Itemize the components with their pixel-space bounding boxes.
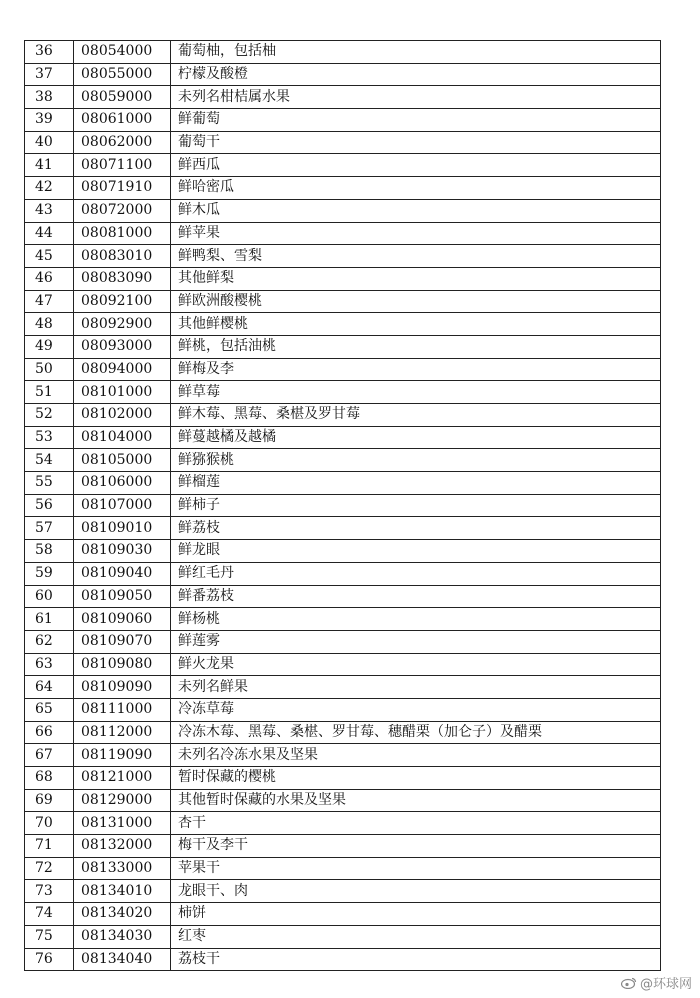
table-row: [25, 789, 661, 812]
table-row: [25, 562, 661, 585]
row-number-cell: 58: [25, 540, 74, 563]
row-number-cell: 46: [25, 267, 74, 290]
product-name-cell: 荔枝干: [171, 948, 661, 971]
tariff-code-cell: 08109050: [74, 585, 171, 608]
product-name-cell: 鲜蔓越橘及越橘: [171, 426, 661, 449]
table-row: [25, 199, 661, 222]
row-number-cell: 60: [25, 585, 74, 608]
row-number-cell: 45: [25, 245, 74, 268]
tariff-code-cell: 08109030: [74, 540, 171, 563]
product-name-cell: 鲜莲雾: [171, 630, 661, 653]
table-row: [25, 154, 661, 177]
row-number-cell: 39: [25, 109, 74, 132]
table-row: [25, 903, 661, 926]
product-name-cell: 鲜鸭梨、雪梨: [171, 245, 661, 268]
table-row: [25, 245, 661, 268]
tariff-code-cell: 08109040: [74, 562, 171, 585]
tariff-code-cell: 08112000: [74, 721, 171, 744]
product-name-cell: 鲜梅及李: [171, 358, 661, 381]
tariff-code-cell: 08134030: [74, 925, 171, 948]
product-name-cell: 鲜猕猴桃: [171, 449, 661, 472]
watermark-text: @环球网: [639, 977, 692, 992]
tariff-code-cell: 08081000: [74, 222, 171, 245]
product-name-cell: 其他鲜梨: [171, 267, 661, 290]
product-name-cell: 鲜柿子: [171, 494, 661, 517]
table-row: [25, 449, 661, 472]
product-name-cell: 鲜木瓜: [171, 199, 661, 222]
product-name-cell: 未列名冷冻水果及坚果: [171, 744, 661, 767]
row-number-cell: 61: [25, 608, 74, 631]
tariff-code-cell: 08134040: [74, 948, 171, 971]
table-row: [25, 41, 661, 64]
row-number-cell: 49: [25, 335, 74, 358]
table-row: [25, 177, 661, 200]
table-row: [25, 630, 661, 653]
row-number-cell: 70: [25, 812, 74, 835]
product-name-cell: 鲜西瓜: [171, 154, 661, 177]
weibo-icon: [621, 977, 637, 989]
row-number-cell: 44: [25, 222, 74, 245]
table-row: [25, 358, 661, 381]
row-number-cell: 40: [25, 131, 74, 154]
row-number-cell: 38: [25, 86, 74, 109]
table-row: [25, 812, 661, 835]
product-name-cell: 未列名柑桔属水果: [171, 86, 661, 109]
product-name-cell: 柿饼: [171, 903, 661, 926]
product-name-cell: 鲜桃，包括油桃: [171, 335, 661, 358]
tariff-table: [24, 40, 661, 971]
row-number-cell: 72: [25, 857, 74, 880]
table-row: [25, 222, 661, 245]
product-name-cell: 葡萄干: [171, 131, 661, 154]
row-number-cell: 64: [25, 676, 74, 699]
table-row: [25, 767, 661, 790]
tariff-code-cell: 08133000: [74, 857, 171, 880]
product-name-cell: 红枣: [171, 925, 661, 948]
product-name-cell: 鲜番荔枝: [171, 585, 661, 608]
row-number-cell: 69: [25, 789, 74, 812]
table-row: [25, 494, 661, 517]
product-name-cell: 鲜木莓、黑莓、桑椹及罗甘莓: [171, 404, 661, 427]
tariff-code-cell: 08109060: [74, 608, 171, 631]
product-name-cell: 龙眼干、肉: [171, 880, 661, 903]
product-name-cell: 鲜荔枝: [171, 517, 661, 540]
row-number-cell: 43: [25, 199, 74, 222]
tariff-code-cell: 08109010: [74, 517, 171, 540]
product-name-cell: 苹果干: [171, 857, 661, 880]
row-number-cell: 65: [25, 698, 74, 721]
product-name-cell: 鲜龙眼: [171, 540, 661, 563]
product-name-cell: 冷冻木莓、黑莓、桑椹、罗甘莓、穗醋栗（加仑子）及醋栗: [171, 721, 661, 744]
tariff-code-cell: 08131000: [74, 812, 171, 835]
tariff-code-cell: 08109080: [74, 653, 171, 676]
row-number-cell: 51: [25, 381, 74, 404]
tariff-code-cell: 08061000: [74, 109, 171, 132]
tariff-code-cell: 08111000: [74, 698, 171, 721]
row-number-cell: 50: [25, 358, 74, 381]
product-name-cell: 鲜榴莲: [171, 472, 661, 495]
row-number-cell: 48: [25, 313, 74, 336]
row-number-cell: 54: [25, 449, 74, 472]
table-row: [25, 698, 661, 721]
table-row: [25, 63, 661, 86]
row-number-cell: 62: [25, 630, 74, 653]
tariff-code-cell: 08109090: [74, 676, 171, 699]
table-row: [25, 721, 661, 744]
row-number-cell: 73: [25, 880, 74, 903]
tariff-code-cell: 08132000: [74, 835, 171, 858]
row-number-cell: 42: [25, 177, 74, 200]
table-row: [25, 608, 661, 631]
row-number-cell: 57: [25, 517, 74, 540]
table-row: [25, 653, 661, 676]
tariff-code-cell: 08092900: [74, 313, 171, 336]
tariff-code-cell: 08119090: [74, 744, 171, 767]
product-name-cell: 鲜火龙果: [171, 653, 661, 676]
tariff-code-cell: 08121000: [74, 767, 171, 790]
table-row: [25, 404, 661, 427]
table-row: [25, 540, 661, 563]
product-name-cell: 鲜红毛丹: [171, 562, 661, 585]
tariff-code-cell: 08083010: [74, 245, 171, 268]
table-row: [25, 313, 661, 336]
product-name-cell: 鲜杨桃: [171, 608, 661, 631]
product-name-cell: 鲜哈密瓜: [171, 177, 661, 200]
row-number-cell: 37: [25, 63, 74, 86]
tariff-code-cell: 08134020: [74, 903, 171, 926]
row-number-cell: 63: [25, 653, 74, 676]
product-name-cell: 鲜苹果: [171, 222, 661, 245]
row-number-cell: 56: [25, 494, 74, 517]
table-row: [25, 131, 661, 154]
table-row: [25, 472, 661, 495]
table-row: [25, 290, 661, 313]
product-name-cell: 未列名鲜果: [171, 676, 661, 699]
tariff-code-cell: 08071910: [74, 177, 171, 200]
tariff-code-cell: 08083090: [74, 267, 171, 290]
tariff-code-cell: 08055000: [74, 63, 171, 86]
tariff-code-cell: 08102000: [74, 404, 171, 427]
table-row: [25, 585, 661, 608]
table-row: [25, 880, 661, 903]
table-row: [25, 335, 661, 358]
tariff-code-cell: 08094000: [74, 358, 171, 381]
table-row: [25, 857, 661, 880]
table-row: [25, 835, 661, 858]
product-name-cell: 其他鲜樱桃: [171, 313, 661, 336]
tariff-code-cell: 08101000: [74, 381, 171, 404]
row-number-cell: 67: [25, 744, 74, 767]
table-row: [25, 381, 661, 404]
tariff-code-cell: 08054000: [74, 41, 171, 64]
tariff-code-cell: 08062000: [74, 131, 171, 154]
row-number-cell: 59: [25, 562, 74, 585]
table-row: [25, 517, 661, 540]
row-number-cell: 55: [25, 472, 74, 495]
table-row: [25, 267, 661, 290]
table-row: [25, 426, 661, 449]
row-number-cell: 47: [25, 290, 74, 313]
product-name-cell: 梅干及李干: [171, 835, 661, 858]
product-name-cell: 葡萄柚，包括柚: [171, 41, 661, 64]
tariff-code-cell: 08092100: [74, 290, 171, 313]
product-name-cell: 其他暂时保藏的水果及坚果: [171, 789, 661, 812]
product-name-cell: 冷冻草莓: [171, 698, 661, 721]
row-number-cell: 41: [25, 154, 74, 177]
table-row: [25, 86, 661, 109]
table-row: [25, 948, 661, 971]
tariff-table-body: [25, 41, 661, 971]
product-name-cell: 柠檬及酸橙: [171, 63, 661, 86]
tariff-code-cell: 08104000: [74, 426, 171, 449]
product-name-cell: 鲜草莓: [171, 381, 661, 404]
row-number-cell: 36: [25, 41, 74, 64]
tariff-code-cell: 08109070: [74, 630, 171, 653]
table-row: [25, 925, 661, 948]
row-number-cell: 74: [25, 903, 74, 926]
tariff-code-cell: 08107000: [74, 494, 171, 517]
tariff-code-cell: 08105000: [74, 449, 171, 472]
table-row: [25, 676, 661, 699]
row-number-cell: 75: [25, 925, 74, 948]
tariff-code-cell: 08129000: [74, 789, 171, 812]
tariff-code-cell: 08106000: [74, 472, 171, 495]
tariff-code-cell: 08071100: [74, 154, 171, 177]
table-row: [25, 109, 661, 132]
tariff-code-cell: 08059000: [74, 86, 171, 109]
row-number-cell: 76: [25, 948, 74, 971]
product-name-cell: 暂时保藏的樱桃: [171, 767, 661, 790]
row-number-cell: 68: [25, 767, 74, 790]
row-number-cell: 53: [25, 426, 74, 449]
row-number-cell: 52: [25, 404, 74, 427]
tariff-code-cell: 08134010: [74, 880, 171, 903]
watermark: [621, 973, 692, 992]
product-name-cell: 杏干: [171, 812, 661, 835]
row-number-cell: 71: [25, 835, 74, 858]
tariff-code-cell: 08072000: [74, 199, 171, 222]
row-number-cell: 66: [25, 721, 74, 744]
product-name-cell: 鲜欧洲酸樱桃: [171, 290, 661, 313]
product-name-cell: 鲜葡萄: [171, 109, 661, 132]
table-row: [25, 744, 661, 767]
tariff-code-cell: 08093000: [74, 335, 171, 358]
